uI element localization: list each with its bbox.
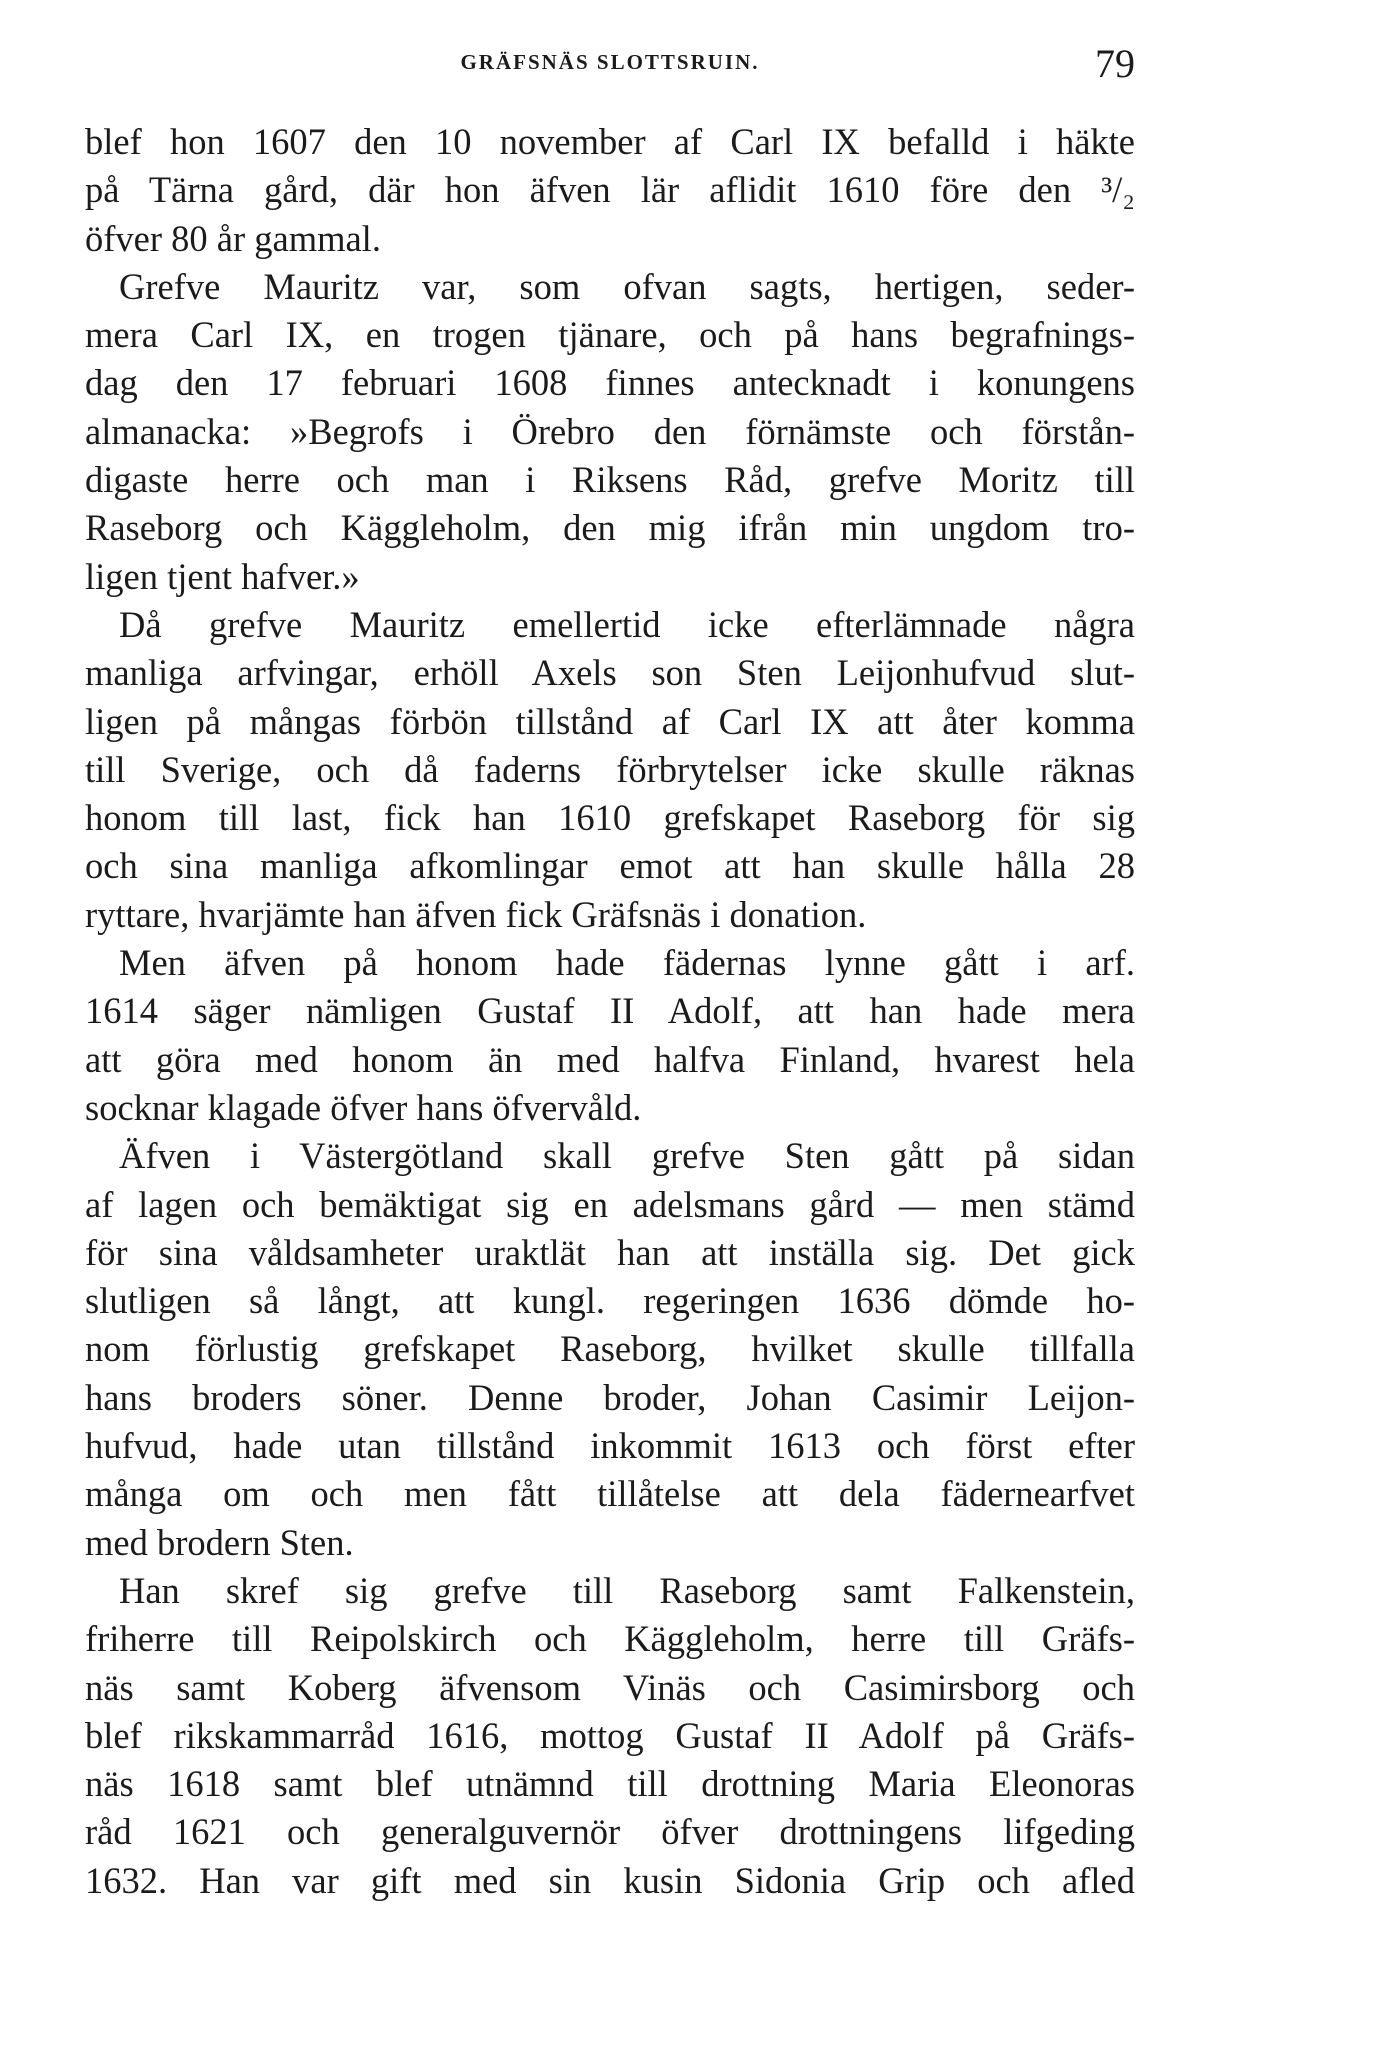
text-line: manliga arfvingar, erhöll Axels son Sten Leijonhufvud slut- <box>85 652 1135 694</box>
text-line: för sina våldsamheter uraktlät han att inställa sig. Det gick <box>85 1231 1135 1273</box>
text-line: näs samt Koberg äfvensom Vinäs och Casimirsborg och <box>85 1666 1135 1708</box>
text-line: till Sverige, och då faderns förbrytelser icke skulle räknas <box>85 748 1135 790</box>
text-line: nom förlustig grefskapet Raseborg, hvilket skulle tillfalla <box>85 1328 1135 1370</box>
text-line: honom till last, fick han 1610 grefskapet Raseborg för sig <box>85 797 1135 839</box>
text-line: blef rikskammarråd 1616, mottog Gustaf II Adolf på Gräfs- <box>85 1714 1135 1756</box>
text-line: att göra med honom än med halfva Finland, hvarest hela <box>85 1038 1135 1080</box>
text-line: ligen på mångas förbön tillstånd af Carl IX att åter komma <box>85 700 1135 742</box>
text-line: Men äfven på honom hade fädernas lynne gått i arf. <box>119 942 1135 984</box>
text-line: på Tärna gård, där hon äfven lär aflidit 1610 före den ³/₂ <box>85 169 1135 211</box>
text-line: hufvud, hade utan tillstånd inkommit 1613 och först efter <box>85 1425 1135 1467</box>
text-line: Då grefve Mauritz emellertid icke efterlämnade några <box>119 603 1135 645</box>
text-line: många om och men fått tillåtelse att dela fädernearfvet <box>85 1473 1135 1515</box>
text-line: ligen tjent hafver.» <box>85 555 360 597</box>
text-line: Grefve Mauritz var, som ofvan sagts, hertigen, seder- <box>119 265 1135 307</box>
text-line: socknar klagade öfver hans öfvervåld. <box>85 1086 642 1128</box>
text-line: näs 1618 samt blef utnämnd till drottning Maria Eleonoras <box>85 1763 1135 1805</box>
text-line: 1614 säger nämligen Gustaf II Adolf, att han hade mera <box>85 990 1135 1032</box>
running-header <box>85 0 1135 118</box>
running-title: GRÄFSNÄS SLOTTSRUIN. <box>460 50 760 74</box>
text-line: Han skref sig grefve till Raseborg samt Falkenstein, <box>119 1569 1135 1611</box>
text-line: öfver 80 år gammal. <box>85 217 381 259</box>
text-line: ryttare, hvarjämte han äfven fick Gräfsnäs i donation. <box>85 893 867 935</box>
text-line: råd 1621 och generalguvernör öfver drottningens lifgeding <box>85 1811 1135 1853</box>
text-line: hans broders söner. Denne broder, Johan Casimir Leijon- <box>85 1376 1135 1418</box>
text-line: digaste herre och man i Riksens Råd, grefve Moritz till <box>85 459 1135 501</box>
text-line: dag den 17 februari 1608 finnes antecknadt i konungens <box>85 362 1135 404</box>
text-line: blef hon 1607 den 10 november af Carl IX befalld i häkte <box>85 121 1135 162</box>
text-line: Äfven i Västergötland skall grefve Sten gått på sidan <box>119 1135 1135 1177</box>
text-line: almanacka: »Begrofs i Örebro den förnämste och förstån- <box>85 410 1135 452</box>
text-line: med brodern Sten. <box>85 1521 354 1563</box>
page-number: 79 <box>1095 41 1135 86</box>
body-text <box>85 118 1135 1905</box>
text-line: slutligen så långt, att kungl. regeringen 1636 dömde ho- <box>85 1280 1135 1322</box>
text-line: och sina manliga afkomlingar emot att han skulle hålla 28 <box>85 845 1135 887</box>
text-line: 1632. Han var gift med sin kusin Sidonia Grip och afled <box>85 1859 1135 1901</box>
text-line: friherre till Reipolskirch och Käggleholm, herre till Gräfs- <box>85 1618 1135 1660</box>
text-line: af lagen och bemäktigat sig en adelsmans gård — men stämd <box>85 1183 1135 1225</box>
text-line: Raseborg och Käggleholm, den mig ifrån min ungdom tro- <box>85 507 1135 549</box>
text-line: mera Carl IX, en trogen tjänare, och på hans begrafnings- <box>85 314 1135 356</box>
book-page <box>85 0 1135 1905</box>
